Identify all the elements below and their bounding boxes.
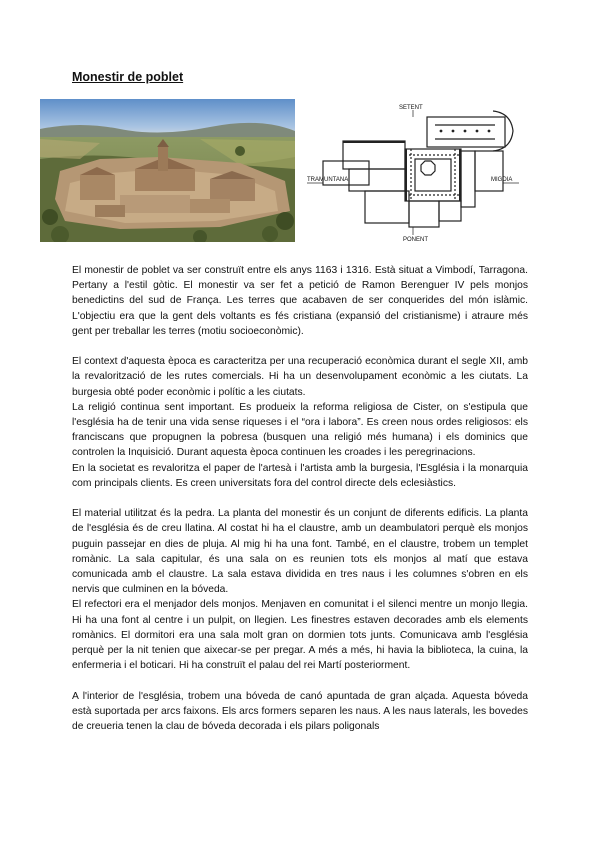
paragraph: El context d'aquesta època es caracteritza per una recuperació econòmica durant el segle XII, amb la revalorització de les rutes comercials. Hi ha un desenvolupament econòmic a les ciutats. La burgesia obté poder econòmic i polític a les ciutats.	[72, 356, 528, 398]
paragraph: A l'interior de l'església, trobem una bóveda de canó apuntada de gran alçada. Aquesta bóveda està suportada per arcs faixons. Els arcs formers separen les naus. A les naus laterals, les bovedes de creueria tenen la clau de bóveda decorada i els pilars poligonals	[72, 690, 528, 733]
document-body	[72, 263, 528, 749]
paragraph: La religió continua sent important. Es produeix la reforma religiosa de Cister, on s'estipula que l'església ha de tenir una vida sense riqueses i el “ora i labora”. Es creen nous ordes religiosos: els franciscans que propugnen la pobresa (busquen una religió més humana) i els dominics que controlen la Inquisició. Durant aquesta època continuen les croades i les peregrinacions.	[72, 401, 528, 459]
monastery-floor-plan	[305, 101, 521, 241]
paragraph: En la societat es revaloritza el paper de l'artesà i l'artista amb la burgesia, l'Església i la monarquia com principals clients. Es creen universitats fora del control directe dels eclesiàstics.	[72, 462, 528, 489]
plan-label-north: SETENT	[399, 105, 423, 111]
plan-label-west: TRAMUNTANA	[307, 177, 349, 183]
paragraph: El refectori era el menjador dels monjos. Menjaven en comunitat i el silenci mentre un monjo llegia. Hi ha una font al centre i un pulpit, on llegien. Les finestres estaven decorades amb els elements romànics. El dormitori era una sala molt gran on dormien tots junts. Comunicava amb l'església perquè per la nit tenien que aixecar-se per pregar. A més a més, hi havia la biblioteca, la cuina, la enfermeria i el boticari. Hi ha construït el palau del rei Martí posteriorment.	[72, 599, 528, 672]
paragraph: El material utilitzat és la pedra. La planta del monestir és un conjunt de diferents edificis. La planta de l'església és de creu llatina. Al costat hi ha el claustre, amb un deambulatori perquè els monjos puguin passejar en dies de pluja. Al mig hi ha una font. També, en el claustre, trobem un templet romànic. La sala capitular, és una sala on es reunien tots els monjos al matí que estava comunicada amb el claustre. La sala estava dividida en tres naus i les columnes s'obren en els nervis que culminen en la bóveda.	[72, 508, 528, 596]
monastery-photo	[40, 99, 295, 242]
plan-label-south: PONENT	[403, 237, 429, 241]
paragraph: El monestir de poblet va ser construït entre els anys 1163 i 1316. Està situat a Vimbodí, Tarragona. Pertany a l'estil gòtic. El monestir va ser fet a petició de Ramon Berenguer IV pels monjos benedictins del sud de França. Les terres que acabaven de ser conquerides del món islàmic. L'objectiu era que la gent dels voltants es fés cristiana (expansió del cristianisme) i atraure més gent per treballar les terres (motiu socioeconòmic).	[72, 265, 528, 337]
plan-label-east: MIGDIA	[491, 177, 513, 183]
document-title: Monestir de poblet	[72, 70, 184, 84]
